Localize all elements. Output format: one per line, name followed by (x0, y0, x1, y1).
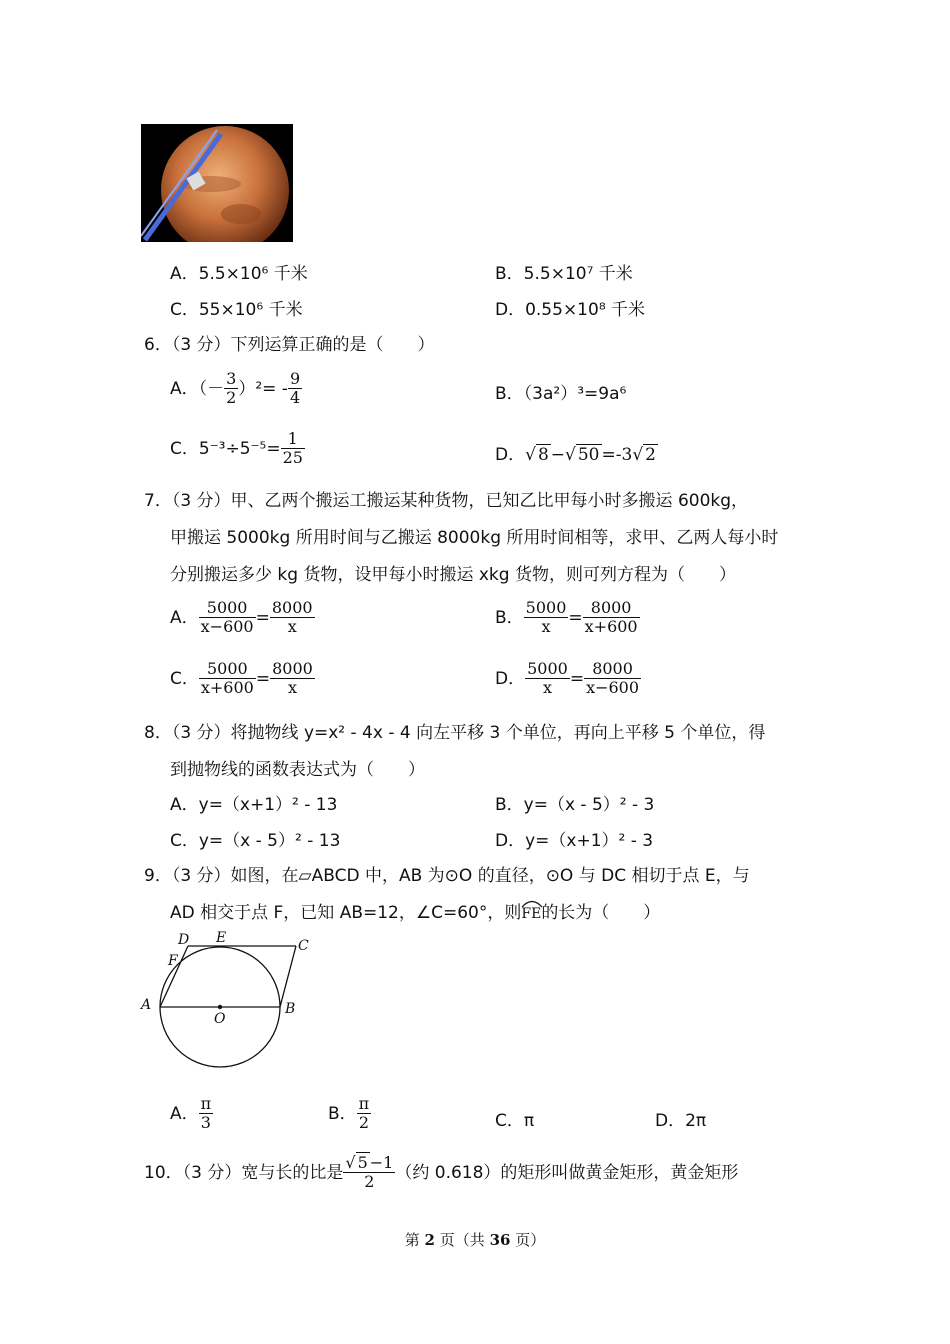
q7-a-frac2 (270, 599, 315, 637)
q6-c-expr: 5⁻³÷5⁻⁵= (198, 438, 281, 459)
q5-option-c: C．55×10⁶ 千米 (170, 300, 303, 320)
q6-option-a (170, 370, 302, 408)
q7-option-a: A． $\frac{5000}{x-600}$ = $\frac{8000}{x}$ (170, 598, 313, 637)
q9-option-d: D．2π (655, 1111, 707, 1131)
q6-c-num: 1 (281, 430, 305, 449)
q7-c-label: C． (170, 668, 199, 689)
q7-b-label: B． (495, 607, 524, 628)
q7-b-frac1 (524, 599, 569, 637)
q5-option-a: A．5.5×10⁶ 千米 (170, 264, 308, 284)
q6-option-c (170, 430, 305, 468)
q8-option-c: C．y=（x - 5）² - 13 (170, 831, 341, 851)
q6-a-frac1 (224, 370, 238, 408)
q9-line2 (170, 898, 660, 923)
q6-d-eq: =-3 (601, 445, 633, 465)
q7-d-frac1 (525, 660, 570, 698)
q7-a-d1: x−600 (200, 617, 254, 637)
q9-b-den: 2 (358, 1113, 370, 1133)
q10-line1 (144, 1154, 738, 1192)
q7-option-d: D． $\frac{5000}{x}$ = $\frac{8000}{x-600}$ (495, 659, 640, 698)
point-o (218, 1005, 222, 1009)
q9-b-frac (357, 1095, 372, 1133)
q7-a-n1: 5000 (199, 599, 256, 618)
q10-sqrt: √ 5 (345, 1153, 368, 1172)
q6-d-sqrt1: √ 8 (525, 445, 549, 465)
q7-line1: 7．（3 分）甲、乙两个搬运工搬运某种货物，已知乙比甲每小时多搬运 600kg， (144, 491, 749, 511)
footer-post: 页） (515, 1231, 546, 1249)
q6-a-num1: 3 (226, 369, 237, 388)
q9-arc-label: FE (521, 906, 542, 922)
segment-bc (280, 946, 296, 1007)
label-b: B (285, 1001, 296, 1017)
q9-line2-post: 的长为（ ） (541, 903, 661, 923)
q9-line2-pre: AD 相交于点 F，已知 AB=12，∠C=60°，则 (170, 903, 522, 923)
q7-b-d2: x+600 (584, 617, 638, 637)
label-a: A (141, 997, 152, 1013)
q6-a-den1: 2 (226, 388, 237, 408)
q6-d-rad1: 8 (537, 445, 549, 465)
q8-option-d: D．y=（x+1）² - 3 (495, 831, 654, 851)
q9-arc-fe (521, 906, 541, 922)
q7-d-d2: x−600 (586, 678, 640, 698)
q6-a-num2: 9 (289, 369, 301, 388)
footer-mid: 页（共 (439, 1231, 485, 1249)
q6-option-b: B．（3a²）³=9a⁶ (495, 384, 627, 404)
q6-d-sqrt3: √ 2 (632, 445, 656, 465)
q6-a-close: ）²= - (238, 378, 288, 399)
q9-b-num: π (358, 1094, 370, 1113)
mars-probe-photo (141, 124, 293, 242)
q10-den: 2 (364, 1172, 375, 1192)
q7-d-frac2 (584, 660, 641, 698)
q7-d-label: D． (495, 668, 526, 689)
q6-d-label: D． (495, 445, 526, 465)
q7-line3: 分别搬运多少 kg 货物，设甲每小时搬运 xkg 货物，则可列方程为（ ） (170, 565, 736, 585)
footer-pre: 第 (404, 1231, 420, 1249)
q7-a-label: A． (170, 607, 199, 628)
arc-mark-icon (521, 898, 543, 908)
q7-a-frac1 (199, 599, 256, 637)
q7-option-b: B． $\frac{5000}{x}$ = $\frac{8000}{x+600}$ (495, 598, 638, 637)
footer-page-number: 2 (424, 1231, 435, 1249)
q7-c-frac1 (199, 660, 256, 698)
q6-d-rad3: 2 (645, 445, 656, 465)
footer-total-pages: 36 (489, 1231, 511, 1249)
q6-d-sqrt2: √ 50 (565, 445, 600, 465)
label-f: F (168, 953, 178, 969)
q8-line2: 到抛物线的函数表达式为（ ） (170, 760, 425, 780)
q7-a-n2: 8000 (271, 598, 313, 617)
q6-a-open: （－ (198, 378, 225, 399)
q9-a-frac (199, 1095, 214, 1133)
q7-b-frac2 (583, 599, 640, 637)
q7-b-d1: x (541, 617, 551, 637)
q8-line1: 8．（3 分）将抛物线 y=x² - 4x - 4 向左平移 3 个单位，再向上平移 5 个单位，得 (144, 723, 766, 743)
q9-option-b (328, 1095, 371, 1133)
q10-pre: 10．（3 分）宽与长的比是 (144, 1162, 344, 1183)
q6-a-label: A． (170, 378, 199, 399)
q6-stem: 6．（3 分）下列运算正确的是（ ） (144, 335, 435, 355)
q6-a-den2: 4 (289, 388, 301, 408)
q7-d-n1: 5000 (527, 659, 568, 678)
page-footer (0, 1229, 950, 1250)
label-d: D (178, 932, 190, 948)
label-e: E (216, 930, 227, 946)
label-c: C (298, 938, 309, 954)
q9-b-label: B． (328, 1103, 357, 1124)
q7-c-frac2 (270, 660, 315, 698)
label-o: O (214, 1011, 226, 1027)
q6-d-rad2: 50 (577, 445, 600, 465)
q10-frac (343, 1154, 395, 1192)
q9-option-c: C．π (495, 1111, 535, 1131)
q5-option-b: B．5.5×10⁷ 千米 (495, 264, 633, 284)
q9-a-num: π (200, 1094, 212, 1113)
q7-c-d1: x+600 (200, 678, 254, 698)
q7-a-d2: x (287, 617, 297, 637)
q9-option-a (170, 1095, 213, 1133)
q7-line2: 甲搬运 5000kg 所用时间与乙搬运 8000kg 所用时间相等，求甲、乙两人每小时 (170, 528, 779, 548)
q6-c-frac (281, 430, 305, 468)
q5-option-d: D．0.55×10⁸ 千米 (495, 300, 646, 320)
q7-c-d2: x (287, 678, 297, 698)
q6-option-d: D．√ 8 −√ 50 =-3√ 2 (495, 445, 656, 465)
q10-num-tail: −1 (369, 1153, 394, 1172)
q9-a-den: 3 (200, 1113, 211, 1133)
q7-d-n2: 8000 (584, 660, 641, 679)
q9-line1: 9．（3 分）如图，在▱ABCD 中，AB 为⊙O 的直径，⊙O 与 DC 相切于点 E，与 (144, 866, 750, 886)
q7-d-d1: x (542, 678, 552, 698)
q10-post: （约 0.618）的矩形叫做黄金矩形，黄金矩形 (395, 1162, 739, 1183)
q9-geometry-figure (138, 928, 318, 1070)
q7-b-n2: 8000 (583, 599, 640, 618)
q6-c-den: 25 (282, 448, 303, 468)
q7-c-n2: 8000 (272, 659, 313, 678)
q10-rad: 5 (357, 1153, 368, 1172)
q8-option-a: A．y=（x+1）² - 13 (170, 795, 338, 815)
q6-a-frac2 (288, 370, 302, 408)
q10-num (343, 1154, 395, 1173)
q6-c-label: C． (170, 438, 199, 459)
q7-b-n1: 5000 (525, 598, 567, 617)
q8-option-b: B．y=（x - 5）² - 3 (495, 795, 655, 815)
q7-option-c: C． $\frac{5000}{x+600}$ = $\frac{8000}{x}$ (170, 659, 313, 698)
q9-a-label: A． (170, 1103, 199, 1124)
q7-c-n1: 5000 (199, 660, 256, 679)
